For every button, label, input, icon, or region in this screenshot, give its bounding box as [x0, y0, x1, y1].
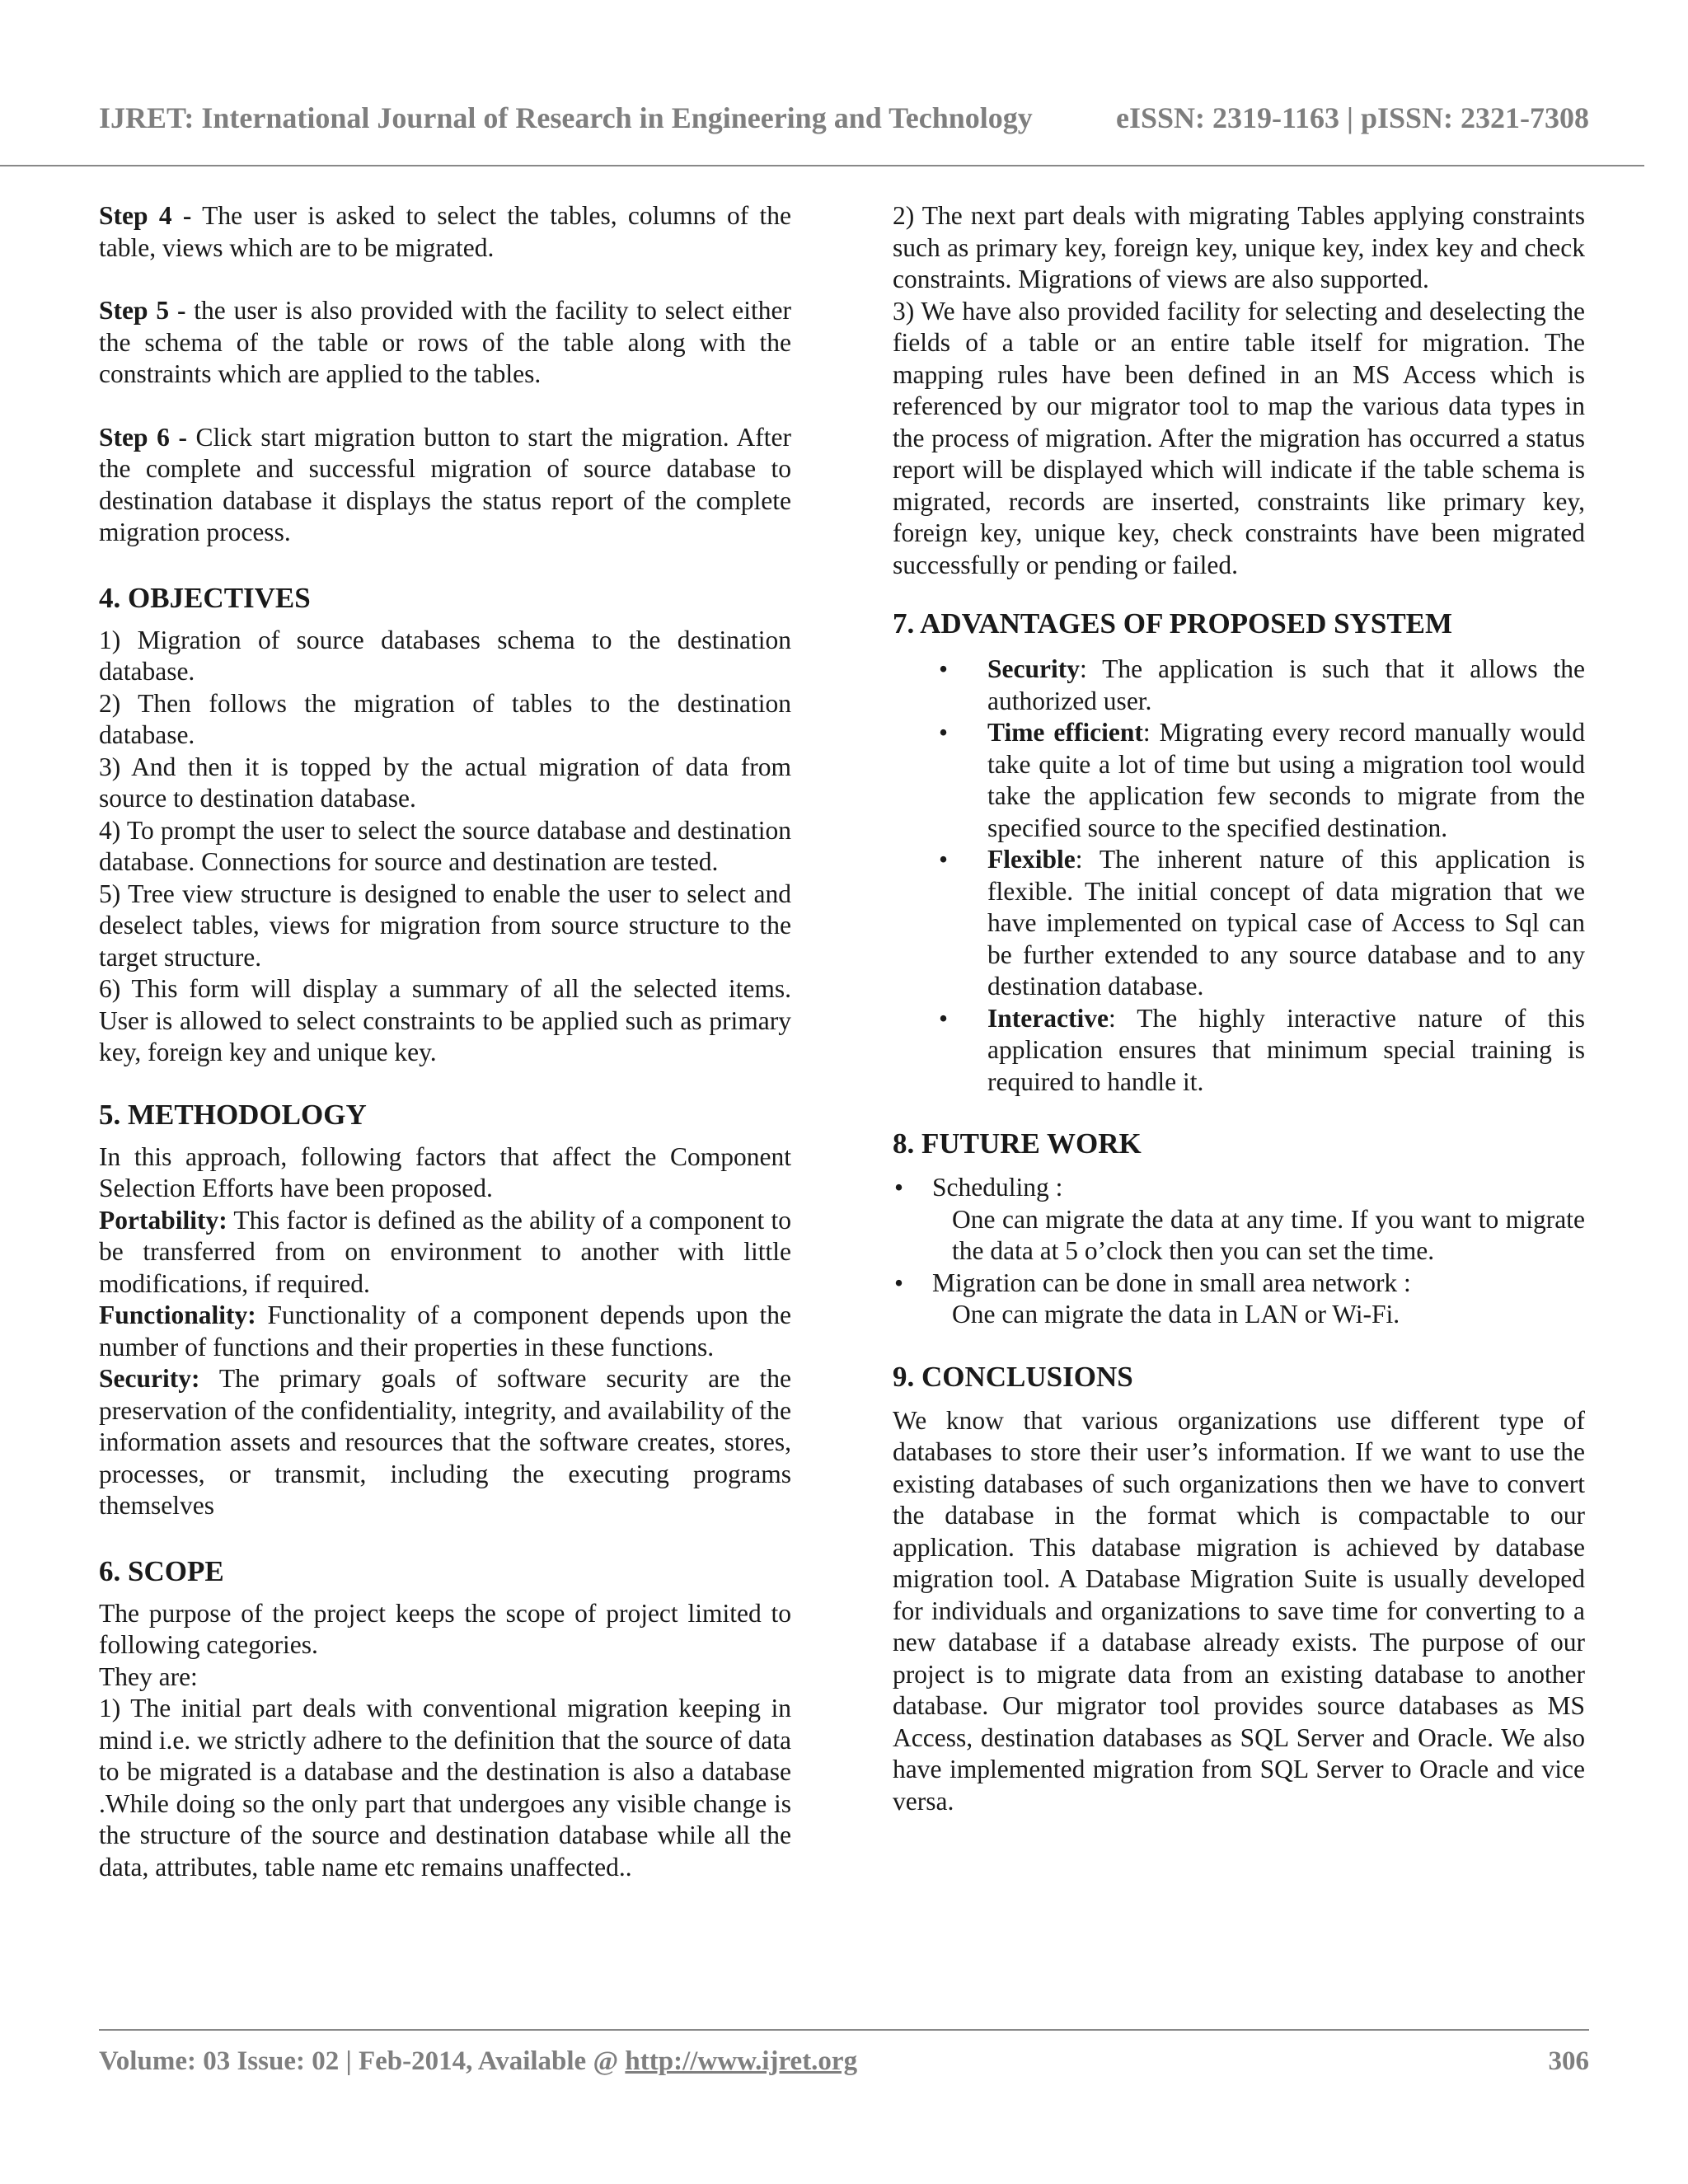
scope-item: 1) The initial part deals with conventional migration keeping in mind i.e. we strictly adhere to the definition that the source of data to be migrated is a database and the destination is also a database .While doing so the only part that undergoes any visible change is the structure of the source and destination database while all the data, attributes, table name etc remains unaffected.. — [99, 1694, 791, 1882]
factor-term: Functionality: — [99, 1301, 256, 1329]
bullet-icon: • — [894, 1173, 904, 1202]
factor-term: Security: — [99, 1364, 200, 1393]
methodology-factor — [99, 1205, 791, 1301]
issn-info: eISSN: 2319-1163 | pISSN: 2321-7308 — [1116, 101, 1589, 134]
conclusions-heading: 9. CONCLUSIONS — [893, 1360, 1133, 1393]
advantage-item — [893, 717, 1585, 844]
advantage-term: Interactive — [987, 1003, 1109, 1033]
bullet-icon: • — [939, 1003, 949, 1033]
step-5-text: the user is also provided with the facility to select either the schema of the table or rows of the table along with the constraints which are applied to the tables. — [99, 296, 791, 388]
scope-intro: The purpose of the project keeps the scope of project limited to following categories. — [99, 1598, 791, 1659]
advantage-item — [893, 1003, 1585, 1099]
volume-text: Volume: 03 Issue: 02 | Feb-2014, Available @ — [99, 2046, 626, 2076]
advantage-term: Security — [987, 654, 1080, 683]
journal-link[interactable]: http://www.ijret.org — [625, 2046, 858, 2076]
advantage-term: Time efficient — [987, 718, 1143, 747]
step-4-text: The user is asked to select the tables, columns of the table, views which are to be migrated. — [99, 201, 792, 262]
advantage-text: : The application is such that it allows the authorized user. — [987, 654, 1585, 715]
objective-item: 5) Tree view structure is designed to enable the user to select and deselect tables, views for migration from source structure to the target structure. — [99, 879, 791, 972]
bullet-icon: • — [939, 718, 949, 747]
page-footer — [99, 2046, 1589, 2077]
advantage-item — [893, 844, 1585, 1003]
future-work-item — [893, 1172, 1585, 1268]
step-4-label: Step 4 - — [99, 201, 192, 230]
objective-item: 2) Then follows the migration of tables to the destination database. — [99, 688, 791, 749]
future-work-desc: One can migrate the data at any time. If you want to migrate the data at 5 o’clock then you can set the time. — [952, 1204, 1585, 1265]
step-5-label: Step 5 - — [99, 296, 186, 325]
advantage-text: : The highly interactive nature of this application ensures that minimum special training is required to handle it. — [987, 1003, 1585, 1096]
future-work-title: Scheduling : — [932, 1173, 1063, 1202]
methodology-heading: 5. METHODOLOGY — [99, 1098, 367, 1131]
methodology-intro: In this approach, following factors that affect the Component Selection Efforts have been proposed. — [99, 1141, 791, 1202]
step-6-label: Step 6 - — [99, 422, 187, 452]
step-6 — [99, 422, 791, 549]
bullet-icon: • — [939, 654, 949, 683]
future-work-item — [893, 1268, 1585, 1331]
step-5 — [99, 295, 791, 391]
page-header — [99, 101, 1589, 135]
conclusions-text: We know that various organizations use different type of databases to store their user’s information. If we want to use the existing databases of such organizations then we have to convert the database in the format which is compactable to our application. This database migration is achieved by database migration tool. A Database Migration Suite is usually developed for individuals and organizations to save time for converting to a new database if a database already exists. The purpose of our project is to migrate data from an existing database to another database. Our migrator tool provides source databases as MS Access, destination databases as SQL Server and Oracle. We also have implemented migration from SQL Server to Oracle and vice versa. — [893, 1405, 1585, 1816]
future-work-heading: 8. FUTURE WORK — [893, 1127, 1142, 1160]
step-4 — [99, 200, 791, 264]
methodology-factor — [99, 1363, 791, 1522]
scope-heading: 6. SCOPE — [99, 1554, 224, 1587]
bullet-icon: • — [894, 1268, 904, 1297]
future-work-title: Migration can be done in small area network : — [932, 1268, 1411, 1297]
factor-text: This factor is defined as the ability of a component to be transferred from on environment to another with little modifications, if required. — [99, 1205, 791, 1298]
objectives-heading: 4. OBJECTIVES — [99, 581, 311, 614]
factor-text: Functionality of a component depends upon the number of functions and their properties in these functions. — [99, 1301, 791, 1361]
advantage-item — [893, 654, 1585, 717]
advantages-list — [893, 654, 1585, 1098]
footer-volume — [99, 2046, 857, 2077]
scope-item: 2) The next part deals with migrating Tables applying constraints such as primary key, foreign key, unique key, index key and check constraints. Migrations of views are also supported. — [893, 201, 1585, 293]
step-6-text: Click start migration button to start the migration. After the complete and successful migration of source database to destination database it displays the status report of the complete migration process. — [99, 422, 791, 546]
header-divider — [0, 165, 1644, 166]
page-number: 306 — [1548, 2046, 1589, 2076]
future-work-desc: One can migrate the data in LAN or Wi-Fi. — [952, 1300, 1400, 1329]
footer-divider — [99, 2029, 1589, 2031]
advantage-text: : The inherent nature of this application is flexible. The initial concept of data migration that we have implemented on typical case of Access to Sql can be further extended to any source database and to any destination database. — [987, 845, 1585, 1001]
advantage-term: Flexible — [987, 845, 1076, 874]
scope-item: 3) We have also provided facility for selecting and deselecting the fields of a table or an entire table itself for migration. The mapping rules have been defined in an MS Access which is referenced by our migrator tool to map the various data types in the process of migration. After the migration has occurred a status report will be displayed which will indicate if the table schema is migrated, records are inserted, constraints like primary key, foreign key, unique key, check constraints have been migrated successfully or pending or failed. — [893, 296, 1585, 579]
factor-term: Portability: — [99, 1205, 227, 1235]
objective-item: 6) This form will display a summary of all the selected items. User is allowed to select constraints to be applied such as primary key, foreign key and unique key. — [99, 974, 791, 1066]
objective-item: 1) Migration of source databases schema to the destination database. — [99, 625, 791, 686]
factor-text: The primary goals of software security are the preservation of the confidentiality, integrity, and availability of the information assets and resources that the software creates, stores, processes, or transmit, including the executing programs themselves — [99, 1364, 791, 1520]
scope-they-are: They are: — [99, 1661, 198, 1691]
journal-title: IJRET: International Journal of Research in Engineering and Technology — [99, 101, 1033, 134]
advantages-heading: 7. ADVANTAGES OF PROPOSED SYSTEM — [893, 607, 1453, 640]
bullet-icon: • — [939, 845, 949, 874]
methodology-factor — [99, 1300, 791, 1363]
right-column — [893, 200, 1585, 1817]
objective-item: 4) To prompt the user to select the source database and destination database. Connections for source and destination are tested. — [99, 815, 791, 876]
objective-item: 3) And then it is topped by the actual migration of data from source to destination database. — [99, 752, 791, 813]
advantage-text: : Migrating every record manually would take quite a lot of time but using a migration tool would take the application few seconds to migrate from the specified source to the specified destination. — [987, 718, 1585, 842]
future-work-list — [893, 1172, 1585, 1331]
left-column — [99, 200, 791, 1883]
